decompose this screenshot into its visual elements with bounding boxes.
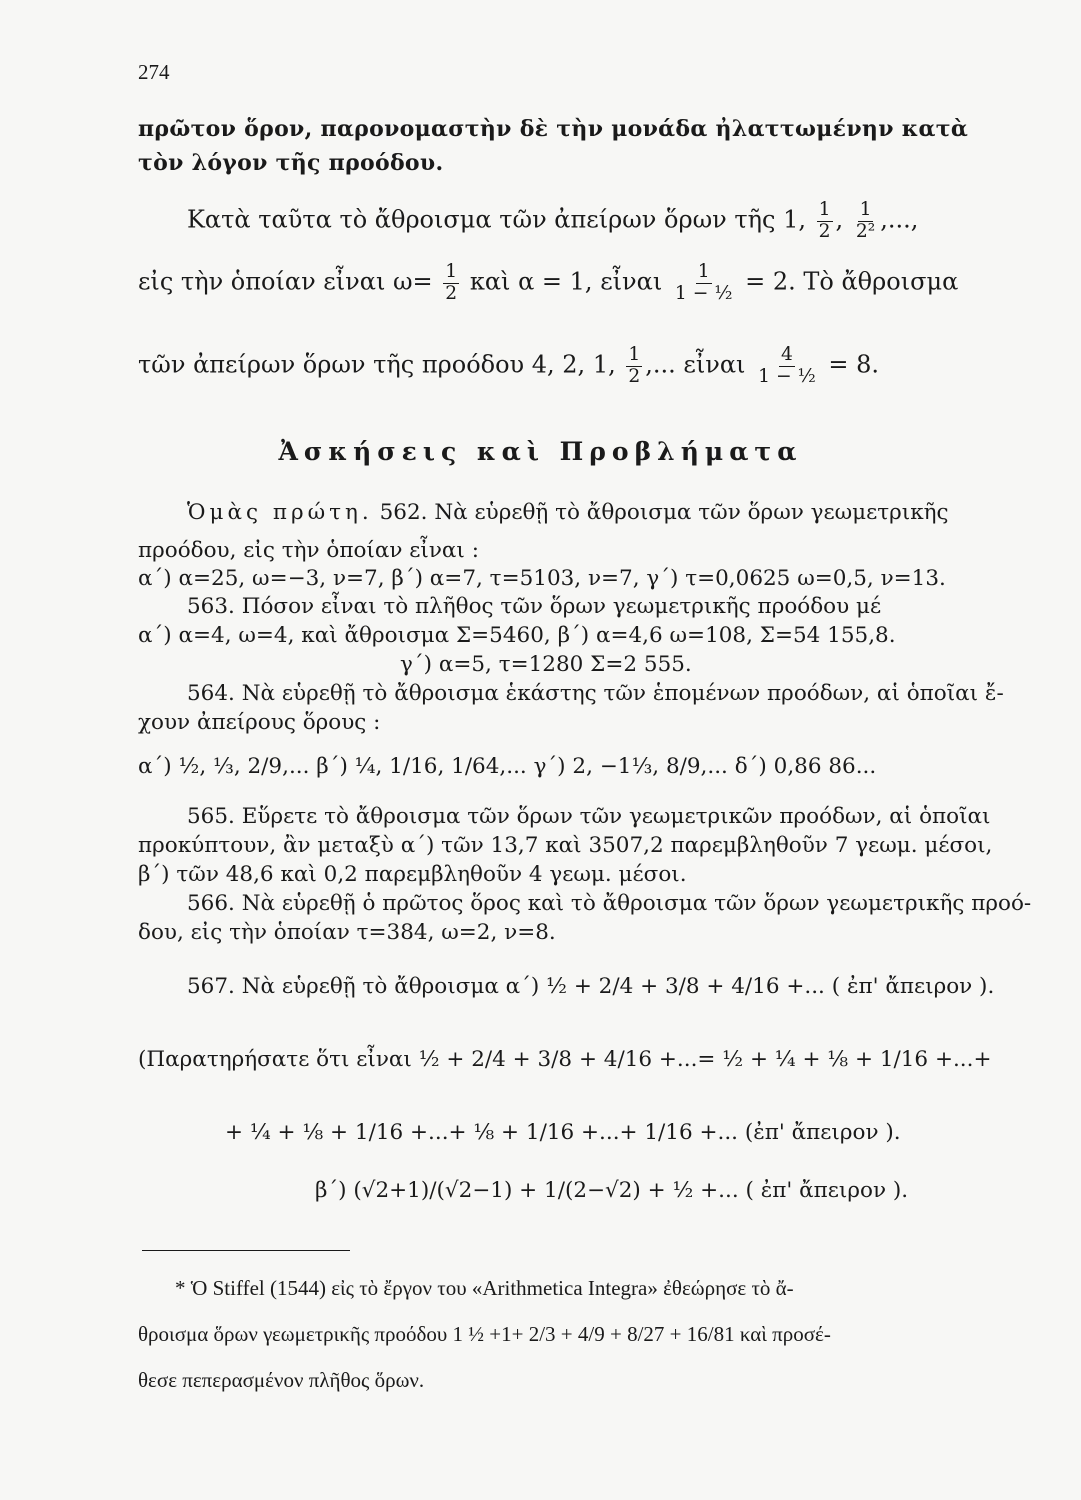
- exercise-563: 563. Πόσον εἶναι τὸ πλῆθος τῶν ὅρων γεωμετρικῆς προόδου μέ: [187, 594, 882, 619]
- exercise-line: δου, εἰς τὴν ὁποίαν τ=384, ω=2, ν=8.: [138, 920, 556, 945]
- exercise-562: Ὁμὰς πρώτη. 562. Νὰ εὑρεθῇ τὸ ἄθροισμα τῶν ὅρων γεωμετρικῆς: [187, 500, 949, 525]
- fraction: $\frac{1}{2}$: [818, 199, 831, 242]
- footnote-line: * Ὁ Stiffel (1544) εἰς τὸ ἔργον του «Arithmetica Integra» ἐθεώρησε τὸ ἄ-: [175, 1276, 794, 1300]
- fraction: $\frac{1}{\text{2²}}$: [855, 199, 876, 242]
- exercise-line: β΄) τῶν 48,6 καὶ 0,2 παρεμβληθοῦν 4 γεωμ. μέσοι.: [138, 862, 687, 887]
- footnote-line: θροισμα ὅρων γεωμετρικῆς προόδου 1 ½ +1+ 2/3 + 4/9 + 8/27 + 16/81 καὶ προσέ-: [138, 1322, 831, 1346]
- sum-line-3: τῶν ἀπείρων ὅρων τῆς προόδου 4, 2, 1, $\frac{1}{2}$ ,... εἶναι $\frac{4}{\text{1 − ½}}$ = 8.: [138, 344, 879, 387]
- exercise-line: χουν ἀπείρους ὅρους :: [138, 710, 381, 735]
- section-heading: Ἀσκήσεις καὶ Προβλήματα: [278, 437, 803, 466]
- exercise-line: α΄) ½, ⅓, 2/9,... β΄) ¼, 1/16, 1/64,... γ΄) 2, −1⅓, 8/9,... δ΄) 0,86 86...: [138, 754, 877, 779]
- exercise-line: + ¼ + ⅛ + 1/16 +...+ ⅛ + 1/16 +...+ 1/16 +... (ἐπ' ἄπειρον ).: [225, 1120, 901, 1145]
- intro-text: πρῶτον ὅρον, παρονομαστὴν δὲ τὴν μονάδα ἠλαττωμένην κατὰ τὸν λόγον τῆς προόδου.: [138, 116, 969, 176]
- exercise-566: 566. Νὰ εὑρεθῇ ὁ πρῶτος ὅρος καὶ τὸ ἄθροισμα τῶν ὅρων γεωμετρικῆς προό-: [187, 891, 1032, 916]
- page-number: 274: [138, 60, 170, 84]
- exercise-line: β΄) (√2+1)/(√2−1) + 1/(2−√2) + ½ +... ( ἐπ' ἄπειρον ).: [315, 1178, 909, 1203]
- exercise-567: 567. Νὰ εὑρεθῇ τὸ ἄθροισμα α΄) ½ + 2/4 + 3/8 + 4/16 +... ( ἐπ' ἄπειρον ).: [187, 974, 995, 999]
- exercise-564: 564. Νὰ εὑρεθῇ τὸ ἄθροισμα ἑκάστης τῶν ἑπομένων προόδων, αἱ ὁποῖαι ἔ-: [187, 681, 1004, 706]
- exercise-line: προκύπτουν, ἂν μεταξὺ α΄) τῶν 13,7 καὶ 3507,2 παρεμβληθοῦν 7 γεωμ. μέσοι,: [138, 833, 993, 858]
- exercise-line: προόδου, εἰς τὴν ὁποίαν εἶναι :: [138, 538, 479, 563]
- exercise-line: α΄) α=4, ω=4, καὶ ἄθροισμα Σ=5460, β΄) α=4,6 ω=108, Σ=54 155,8.: [138, 623, 896, 648]
- exercise-line: (Παρατηρήσατε ὅτι εἶναι ½ + 2/4 + 3/8 + 4/16 +...= ½ + ¼ + ⅛ + 1/16 +...+: [138, 1047, 992, 1072]
- exercise-line: γ΄) α=5, τ=1280 Σ=2 555.: [400, 652, 692, 677]
- exercise-565: 565. Εὕρετε τὸ ἄθροισμα τῶν ὅρων τῶν γεωμετρικῶν προόδων, αἱ ὁποῖαι: [187, 804, 991, 829]
- sum-line-1: Κατὰ ταῦτα τὸ ἄθροισμα τῶν ἀπείρων ὅρων τῆς 1, $\frac{1}{2}$ , $\frac{1}{\text{2²}}$ ,...,: [187, 199, 919, 242]
- footnote-line: θεσε πεπερασμένον πλῆθος ὅρων.: [138, 1368, 425, 1392]
- sum-line-2: εἰς τὴν ὁποίαν εἶναι ω= $\frac{1}{2}$ καὶ α = 1, εἶναι $\frac{1}{\text{1 − ½}}$ = 2. Τὸ ἄθροισμα: [138, 261, 959, 304]
- footnote-rule: [142, 1250, 350, 1251]
- exercise-line: α΄) α=25, ω=−3, ν=7, β΄) α=7, τ=5103, ν=7, γ΄) τ=0,0625 ω=0,5, ν=13.: [138, 566, 946, 591]
